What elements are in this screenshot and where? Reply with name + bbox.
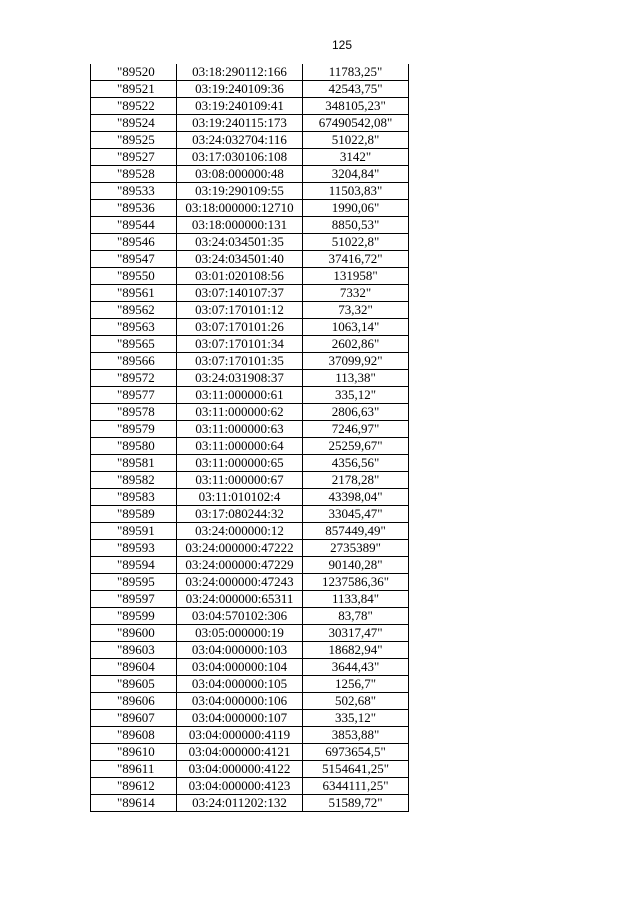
table-row <box>91 693 409 710</box>
cadastral-number-cell: 03:24:034501:40 <box>177 251 303 268</box>
table-row <box>91 744 409 761</box>
row-id-cell: "89533 <box>91 183 177 200</box>
cadastral-number-cell: 03:11:000000:61 <box>177 387 303 404</box>
table-row <box>91 438 409 455</box>
row-id-cell: "89566 <box>91 353 177 370</box>
amount-cell: 348105,23" <box>303 98 409 115</box>
table-row <box>91 302 409 319</box>
amount-cell: 857449,49" <box>303 523 409 540</box>
table-row <box>91 319 409 336</box>
amount-cell: 43398,04" <box>303 489 409 506</box>
table-row <box>91 795 409 812</box>
cadastral-number-cell: 03:04:000000:4119 <box>177 727 303 744</box>
table-row <box>91 710 409 727</box>
table-row <box>91 676 409 693</box>
cadastral-number-cell: 03:11:000000:62 <box>177 404 303 421</box>
row-id-cell: "89524 <box>91 115 177 132</box>
amount-cell: 30317,47" <box>303 625 409 642</box>
cadastral-number-cell: 03:24:034501:35 <box>177 234 303 251</box>
cadastral-number-cell: 03:17:030106:108 <box>177 149 303 166</box>
cadastral-number-cell: 03:18:000000:12710 <box>177 200 303 217</box>
table-row <box>91 523 409 540</box>
row-id-cell: "89606 <box>91 693 177 710</box>
cadastral-number-cell: 03:24:000000:47229 <box>177 557 303 574</box>
row-id-cell: "89536 <box>91 200 177 217</box>
row-id-cell: "89595 <box>91 574 177 591</box>
cadastral-number-cell: 03:05:000000:19 <box>177 625 303 642</box>
amount-cell: 1063,14" <box>303 319 409 336</box>
amount-cell: 3853,88" <box>303 727 409 744</box>
cadastral-number-cell: 03:11:000000:65 <box>177 455 303 472</box>
cadastral-number-cell: 03:11:000000:63 <box>177 421 303 438</box>
row-id-cell: "89614 <box>91 795 177 812</box>
row-id-cell: "89607 <box>91 710 177 727</box>
row-id-cell: "89561 <box>91 285 177 302</box>
table-row <box>91 217 409 234</box>
table-row <box>91 149 409 166</box>
table-row <box>91 591 409 608</box>
cadastral-number-cell: 03:19:240115:173 <box>177 115 303 132</box>
table-row <box>91 489 409 506</box>
row-id-cell: "89577 <box>91 387 177 404</box>
amount-cell: 83,78" <box>303 608 409 625</box>
row-id-cell: "89610 <box>91 744 177 761</box>
amount-cell: 11783,25" <box>303 64 409 81</box>
row-id-cell: "89546 <box>91 234 177 251</box>
cadastral-number-cell: 03:24:000000:12 <box>177 523 303 540</box>
amount-cell: 33045,47" <box>303 506 409 523</box>
data-table <box>90 64 409 812</box>
cadastral-number-cell: 03:24:000000:47222 <box>177 540 303 557</box>
cadastral-number-cell: 03:24:032704:116 <box>177 132 303 149</box>
amount-cell: 1133,84" <box>303 591 409 608</box>
table-row <box>91 404 409 421</box>
cadastral-number-cell: 03:07:170101:12 <box>177 302 303 319</box>
row-id-cell: "89611 <box>91 761 177 778</box>
table-row <box>91 370 409 387</box>
cadastral-number-cell: 03:18:000000:131 <box>177 217 303 234</box>
cadastral-number-cell: 03:24:000000:65311 <box>177 591 303 608</box>
table-row <box>91 455 409 472</box>
table-row <box>91 540 409 557</box>
table-row <box>91 506 409 523</box>
cadastral-number-cell: 03:04:000000:4123 <box>177 778 303 795</box>
amount-cell: 131958" <box>303 268 409 285</box>
table-row <box>91 115 409 132</box>
row-id-cell: "89593 <box>91 540 177 557</box>
cadastral-number-cell: 03:04:000000:106 <box>177 693 303 710</box>
amount-cell: 3644,43" <box>303 659 409 676</box>
amount-cell: 67490542,08" <box>303 115 409 132</box>
cadastral-number-cell: 03:19:240109:41 <box>177 98 303 115</box>
table-row <box>91 472 409 489</box>
row-id-cell: "89544 <box>91 217 177 234</box>
table-row <box>91 574 409 591</box>
amount-cell: 42543,75" <box>303 81 409 98</box>
amount-cell: 502,68" <box>303 693 409 710</box>
amount-cell: 4356,56" <box>303 455 409 472</box>
cadastral-number-cell: 03:04:000000:107 <box>177 710 303 727</box>
table-row <box>91 761 409 778</box>
row-id-cell: "89600 <box>91 625 177 642</box>
cadastral-number-cell: 03:18:290112:166 <box>177 64 303 81</box>
cadastral-number-cell: 03:07:140107:37 <box>177 285 303 302</box>
amount-cell: 6973654,5" <box>303 744 409 761</box>
table-row <box>91 200 409 217</box>
amount-cell: 1237586,36" <box>303 574 409 591</box>
row-id-cell: "89599 <box>91 608 177 625</box>
row-id-cell: "89528 <box>91 166 177 183</box>
row-id-cell: "89579 <box>91 421 177 438</box>
cadastral-number-cell: 03:04:000000:104 <box>177 659 303 676</box>
amount-cell: 37099,92" <box>303 353 409 370</box>
amount-cell: 7332" <box>303 285 409 302</box>
row-id-cell: "89581 <box>91 455 177 472</box>
amount-cell: 51022,8" <box>303 132 409 149</box>
cadastral-number-cell: 03:04:000000:4122 <box>177 761 303 778</box>
amount-cell: 2602,86" <box>303 336 409 353</box>
row-id-cell: "89583 <box>91 489 177 506</box>
cadastral-number-cell: 03:07:170101:26 <box>177 319 303 336</box>
table-row <box>91 234 409 251</box>
row-id-cell: "89550 <box>91 268 177 285</box>
cadastral-number-cell: 03:04:000000:103 <box>177 642 303 659</box>
row-id-cell: "89591 <box>91 523 177 540</box>
table-row <box>91 285 409 302</box>
table-row <box>91 132 409 149</box>
row-id-cell: "89580 <box>91 438 177 455</box>
table-row <box>91 659 409 676</box>
row-id-cell: "89525 <box>91 132 177 149</box>
amount-cell: 2735389" <box>303 540 409 557</box>
row-id-cell: "89527 <box>91 149 177 166</box>
table-row <box>91 64 409 81</box>
row-id-cell: "89565 <box>91 336 177 353</box>
table-row <box>91 81 409 98</box>
amount-cell: 5154641,25" <box>303 761 409 778</box>
row-id-cell: "89547 <box>91 251 177 268</box>
cadastral-number-cell: 03:04:000000:4121 <box>177 744 303 761</box>
amount-cell: 335,12" <box>303 387 409 404</box>
table-row <box>91 98 409 115</box>
amount-cell: 6344111,25" <box>303 778 409 795</box>
table-row <box>91 608 409 625</box>
table-row <box>91 625 409 642</box>
row-id-cell: "89589 <box>91 506 177 523</box>
cadastral-number-cell: 03:17:080244:32 <box>177 506 303 523</box>
row-id-cell: "89578 <box>91 404 177 421</box>
row-id-cell: "89572 <box>91 370 177 387</box>
cadastral-number-cell: 03:19:290109:55 <box>177 183 303 200</box>
cadastral-number-cell: 03:04:570102:306 <box>177 608 303 625</box>
table-row <box>91 642 409 659</box>
table-row <box>91 353 409 370</box>
amount-cell: 51022,8" <box>303 234 409 251</box>
cadastral-number-cell: 03:08:000000:48 <box>177 166 303 183</box>
amount-cell: 51589,72" <box>303 795 409 812</box>
row-id-cell: "89594 <box>91 557 177 574</box>
amount-cell: 73,32" <box>303 302 409 319</box>
row-id-cell: "89582 <box>91 472 177 489</box>
amount-cell: 25259,67" <box>303 438 409 455</box>
row-id-cell: "89603 <box>91 642 177 659</box>
table-row <box>91 387 409 404</box>
amount-cell: 2806,63" <box>303 404 409 421</box>
table-row <box>91 336 409 353</box>
amount-cell: 3204,84" <box>303 166 409 183</box>
table-row <box>91 166 409 183</box>
cadastral-number-cell: 03:24:000000:47243 <box>177 574 303 591</box>
cadastral-number-cell: 03:19:240109:36 <box>177 81 303 98</box>
cadastral-number-cell: 03:11:000000:64 <box>177 438 303 455</box>
cadastral-number-cell: 03:07:170101:35 <box>177 353 303 370</box>
amount-cell: 3142" <box>303 149 409 166</box>
amount-cell: 8850,53" <box>303 217 409 234</box>
amount-cell: 2178,28" <box>303 472 409 489</box>
page-number: 125 <box>331 38 353 52</box>
row-id-cell: "89563 <box>91 319 177 336</box>
cadastral-number-cell: 03:11:010102:4 <box>177 489 303 506</box>
table-row <box>91 727 409 744</box>
cadastral-number-cell: 03:04:000000:105 <box>177 676 303 693</box>
amount-cell: 1256,7" <box>303 676 409 693</box>
table-row <box>91 183 409 200</box>
row-id-cell: "89522 <box>91 98 177 115</box>
row-id-cell: "89605 <box>91 676 177 693</box>
amount-cell: 1990,06" <box>303 200 409 217</box>
amount-cell: 18682,94" <box>303 642 409 659</box>
amount-cell: 113,38" <box>303 370 409 387</box>
row-id-cell: "89520 <box>91 64 177 81</box>
table-row <box>91 251 409 268</box>
row-id-cell: "89521 <box>91 81 177 98</box>
table-row <box>91 778 409 795</box>
table-row <box>91 557 409 574</box>
table-body <box>91 64 409 812</box>
cadastral-number-cell: 03:11:000000:67 <box>177 472 303 489</box>
amount-cell: 90140,28" <box>303 557 409 574</box>
row-id-cell: "89562 <box>91 302 177 319</box>
amount-cell: 7246,97" <box>303 421 409 438</box>
amount-cell: 335,12" <box>303 710 409 727</box>
table-row <box>91 268 409 285</box>
cadastral-number-cell: 03:07:170101:34 <box>177 336 303 353</box>
cadastral-number-cell: 03:24:031908:37 <box>177 370 303 387</box>
table-row <box>91 421 409 438</box>
row-id-cell: "89612 <box>91 778 177 795</box>
row-id-cell: "89597 <box>91 591 177 608</box>
amount-cell: 37416,72" <box>303 251 409 268</box>
amount-cell: 11503,83" <box>303 183 409 200</box>
row-id-cell: "89604 <box>91 659 177 676</box>
cadastral-number-cell: 03:01:020108:56 <box>177 268 303 285</box>
cadastral-number-cell: 03:24:011202:132 <box>177 795 303 812</box>
row-id-cell: "89608 <box>91 727 177 744</box>
